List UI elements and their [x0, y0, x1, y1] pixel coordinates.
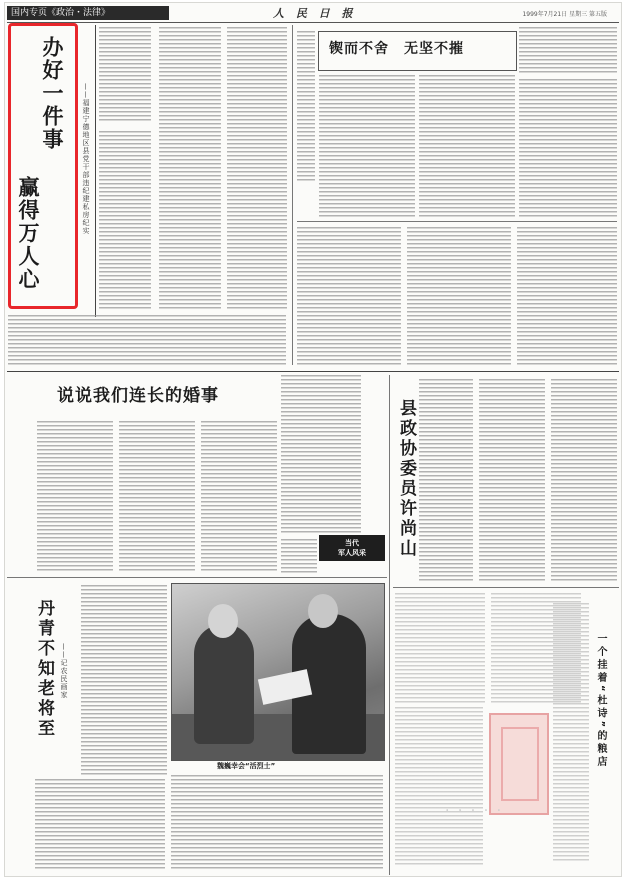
- text-column: [281, 539, 317, 573]
- text-column: [281, 375, 361, 535]
- text-column: [201, 421, 277, 571]
- marriage-headline: 说说我们连长的婚事: [57, 386, 219, 406]
- watermark: · · · · ·: [445, 803, 504, 819]
- section-rule: [7, 371, 619, 372]
- text-column: [8, 315, 286, 365]
- text-column: [119, 421, 195, 571]
- text-column: [35, 779, 165, 869]
- text-column: [395, 707, 483, 867]
- shop-headline: 一个挂着“杜诗”的粮店: [595, 633, 606, 770]
- column-logo: [319, 535, 385, 561]
- text-column: [99, 131, 151, 311]
- text-column: [297, 31, 315, 181]
- text-column: [517, 227, 617, 365]
- text-column: [37, 421, 113, 571]
- column-rule: [292, 25, 293, 365]
- news-photo: [171, 583, 385, 761]
- painter-subtitle: ——记农民画家: [60, 643, 68, 699]
- row-rule: [7, 577, 387, 578]
- newspaper-page: [4, 2, 622, 877]
- text-column: [553, 603, 589, 863]
- text-column: [419, 379, 473, 583]
- text-column: [395, 593, 485, 703]
- top-right-headline: 锲而不舍 无坚不摧: [329, 41, 464, 57]
- red-seal-stamp: [489, 713, 549, 815]
- text-column: [519, 79, 617, 217]
- text-column: [419, 75, 515, 217]
- text-column: [171, 775, 383, 869]
- row-rule: [393, 587, 619, 588]
- text-column: [519, 27, 617, 73]
- row-rule: [297, 221, 617, 222]
- dateline: 1999年7月21日 星期三 第五版: [522, 11, 607, 18]
- header-rule: [7, 22, 619, 23]
- highlighted-headline-box: [8, 23, 78, 309]
- text-column: [81, 585, 167, 775]
- main-headline-line-1: 办好一件事: [40, 36, 64, 151]
- painter-headline: 丹青不知老将至: [34, 599, 54, 739]
- text-column: [479, 379, 545, 583]
- text-column: [407, 227, 511, 365]
- photo-person-left: [194, 624, 254, 744]
- text-column: [227, 27, 287, 311]
- column-rule: [95, 25, 96, 317]
- text-column: [319, 75, 415, 217]
- column-logo-line-1: 当代: [345, 539, 359, 547]
- text-column: [159, 27, 221, 311]
- main-headline-line-2: 赢得万人心: [16, 176, 40, 291]
- county-headline: 县政协委员许尚山: [396, 399, 416, 559]
- masthead: 人 民 日 报: [273, 7, 357, 20]
- text-column: [99, 27, 151, 123]
- text-column: [551, 379, 617, 583]
- column-logo-line-2: 军人风采: [338, 549, 366, 557]
- column-rule: [389, 375, 390, 875]
- boxed-headline: [318, 31, 517, 71]
- section-label: 国内专页《政治・法律》: [7, 6, 169, 20]
- text-column: [297, 227, 401, 365]
- main-subtitle: ——福建宁德地区县党干部违纪建私房纪实: [82, 83, 90, 235]
- seal-inner-border: [501, 727, 539, 801]
- photo-caption: 魏巍幸会“活烈士”: [217, 762, 276, 770]
